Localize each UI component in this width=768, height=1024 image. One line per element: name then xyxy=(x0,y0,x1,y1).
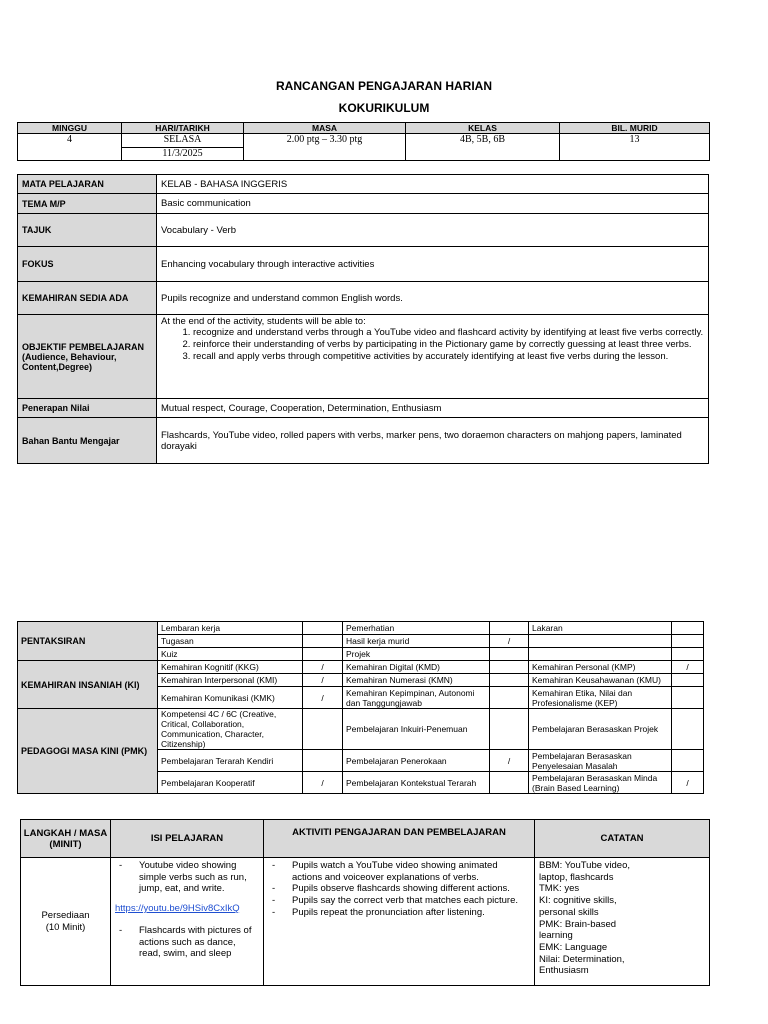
mata-pelajaran-value: KELAB - BAHASA INGGERIS xyxy=(157,175,709,194)
tema-label: TEMA M/P xyxy=(18,194,157,214)
bahan-label: Bahan Bantu Mengajar xyxy=(18,418,157,464)
assess-item: Projek xyxy=(343,648,490,661)
step-name: Persediaan xyxy=(41,909,90,921)
col-aktiviti: AKTIVITI PENGAJARAN DAN PEMBELAJARAN xyxy=(264,820,535,858)
pmk-check xyxy=(672,750,704,772)
assess-item xyxy=(529,648,672,661)
kemahiran-sedia-ada-label: KEMAHIRAN SEDIA ADA xyxy=(18,282,157,315)
assess-item: Lembaran kerja xyxy=(158,622,303,635)
col-minggu: MINGGU xyxy=(18,123,122,134)
aktiviti-item: - Pupils say the correct verb that matches each picture. xyxy=(268,895,530,907)
tarikh-value: 11/3/2025 xyxy=(122,147,244,161)
aktiviti-item: - Pupils repeat the pronunciation after listening. xyxy=(268,907,530,919)
pmk-item: Kompetensi 4C / 6C (Creative, Critical, Collaboration, Communication, Character, Citizenship) xyxy=(158,709,303,750)
pmk-item: Pembelajaran Penerokaan xyxy=(343,750,490,772)
assess-check xyxy=(490,622,529,635)
pmk-item: Pembelajaran Berasaskan Minda (Brain Based Learning) xyxy=(529,772,672,794)
ki-check: / xyxy=(303,661,343,674)
aktiviti-cell xyxy=(264,858,535,986)
fokus-label: FOKUS xyxy=(18,247,157,282)
fokus-value: Enhancing vocabulary through interactive activities xyxy=(157,247,709,282)
objektif-label xyxy=(18,315,157,399)
assess-check xyxy=(672,635,704,648)
lesson-activity-table xyxy=(20,819,710,986)
pmk-item: Pembelajaran Berasaskan Penyelesaian Masalah xyxy=(529,750,672,772)
pmk-item: Pembelajaran Kontekstual Terarah xyxy=(343,772,490,794)
ki-item: Kemahiran Interpersonal (KMI) xyxy=(158,674,303,687)
assess-item xyxy=(529,635,672,648)
ki-check xyxy=(490,687,529,709)
col-catatan: CATATAN xyxy=(535,820,710,858)
page-subtitle: KOKURIKULUM xyxy=(338,101,430,115)
col-langkah: LANGKAH / MASA (MINIT) xyxy=(21,820,111,858)
ki-item: Kemahiran Etika, Nilai dan Profesionalisme (KEP) xyxy=(529,687,672,709)
assess-check: / xyxy=(490,635,529,648)
step-time: (10 Minit) xyxy=(45,921,86,933)
isi-list xyxy=(115,860,259,895)
bil-murid-value: 13 xyxy=(560,134,710,161)
objektif-list xyxy=(161,327,704,363)
ki-item: Kemahiran Keusahawanan (KMU) xyxy=(529,674,672,687)
assess-check xyxy=(490,648,529,661)
pmk-check xyxy=(303,750,343,772)
isi-item: - Youtube video showing simple verbs such as run, jump, eat, and write. xyxy=(115,860,259,895)
ki-item: Kemahiran Kognitif (KKG) xyxy=(158,661,303,674)
aktiviti-list xyxy=(268,860,530,919)
objektif-value xyxy=(157,315,709,399)
step-cell xyxy=(21,858,111,986)
nilai-value: Mutual respect, Courage, Cooperation, Determination, Enthusiasm xyxy=(157,399,709,418)
ki-check xyxy=(490,674,529,687)
assess-item: Lakaran xyxy=(529,622,672,635)
info-table xyxy=(17,122,710,161)
ki-item: Kemahiran Komunikasi (KMK) xyxy=(158,687,303,709)
assess-item: Pemerhatian xyxy=(343,622,490,635)
nilai-label: Penerapan Nilai xyxy=(18,399,157,418)
kelas-value: 4B, 5B, 6B xyxy=(406,134,560,161)
ki-check xyxy=(672,687,704,709)
pmk-item: Pembelajaran Inkuiri-Penemuan xyxy=(343,709,490,750)
catatan-line: BBM: YouTube video, laptop, flashcards xyxy=(539,860,631,883)
tajuk-label: TAJUK xyxy=(18,214,157,247)
lesson-detail-table xyxy=(17,174,709,464)
pmk-check: / xyxy=(303,772,343,794)
masa-value: 2.00 ptg – 3.30 ptg xyxy=(244,134,406,161)
objektif-item: 1. recognize and understand verbs through a YouTube video and flashcard activity by identifying at least five verbs correctly. xyxy=(193,327,704,339)
assess-check xyxy=(303,622,343,635)
page-title: RANCANGAN PENGAJARAN HARIAN xyxy=(275,79,492,93)
pmk-check xyxy=(490,709,529,750)
hari-value: SELASA xyxy=(122,134,244,148)
pmk-item: Pembelajaran Terarah Kendiri xyxy=(158,750,303,772)
bahan-value: Flashcards, YouTube video, rolled papers with verbs, marker pens, two doraemon characters on mahjong papers, laminated dorayaki xyxy=(157,418,709,464)
assess-check xyxy=(672,622,704,635)
objektif-item: 2. reinforce their understanding of verbs by participating in the Pictionary game by correctly guessing at least three verbs. xyxy=(193,339,704,351)
assess-check xyxy=(303,648,343,661)
objektif-sublabel: (Audience, Behaviour, Content,Degree) xyxy=(22,351,117,372)
ki-check: / xyxy=(672,661,704,674)
ki-check: / xyxy=(303,674,343,687)
col-bil-murid: BIL. MURID xyxy=(560,123,710,134)
tajuk-value: Vocabulary - Verb xyxy=(157,214,709,247)
catatan-line: TMK: yes xyxy=(539,883,580,895)
isi-item: - Flashcards with pictures of actions such as dance, read, swim, and sleep xyxy=(115,925,259,960)
ki-item: Kemahiran Kepimpinan, Autonomi dan Tanggungjawab xyxy=(343,687,490,709)
catatan-line: PMK: Brain-based learning xyxy=(539,918,617,942)
aktiviti-item: - Pupils observe flashcards showing different actions. xyxy=(268,883,530,895)
youtube-link[interactable]: https://youtu.be/9HSiv8CxIkQ xyxy=(115,903,240,915)
catatan-cell xyxy=(535,858,710,986)
ki-item: Kemahiran Personal (KMP) xyxy=(529,661,672,674)
col-masa: MASA xyxy=(244,123,406,134)
ki-check xyxy=(672,674,704,687)
col-isi-pelajaran: ISI PELAJARAN xyxy=(111,820,264,858)
catatan-line: KI: cognitive skills, personal skills xyxy=(539,895,617,918)
isi-list xyxy=(115,925,259,960)
pedagogi-label: PEDAGOGI MASA KINI (PMK) xyxy=(18,709,158,794)
assess-item: Tugasan xyxy=(158,635,303,648)
kemahiran-insaniah-label: KEMAHIRAN INSANIAH (KI) xyxy=(18,661,158,709)
minggu-value: 4 xyxy=(18,134,122,161)
pmk-check xyxy=(490,772,529,794)
objektif-title: OBJEKTIF PEMBELAJARAN xyxy=(22,341,145,352)
pmk-check: / xyxy=(490,750,529,772)
ki-item: Kemahiran Digital (KMD) xyxy=(343,661,490,674)
tema-value: Basic communication xyxy=(157,194,709,214)
pmk-check xyxy=(672,709,704,750)
pmk-item: Pembelajaran Kooperatif xyxy=(158,772,303,794)
pmk-check xyxy=(303,709,343,750)
objektif-item: 3. recall and apply verbs through competitive activities by accurately identifying at least five verbs during the lesson. xyxy=(193,351,704,363)
assess-check xyxy=(672,648,704,661)
pmk-check: / xyxy=(672,772,704,794)
isi-cell xyxy=(111,858,264,986)
assess-item: Hasil kerja murid xyxy=(343,635,490,648)
mata-pelajaran-label: MATA PELAJARAN xyxy=(18,175,157,194)
assess-item: Kuiz xyxy=(158,648,303,661)
catatan-line: Nilai: Determination, Enthusiasm xyxy=(539,953,625,977)
pmk-item: Pembelajaran Berasaskan Projek xyxy=(529,709,672,750)
ki-item: Kemahiran Numerasi (KMN) xyxy=(343,674,490,687)
col-kelas: KELAS xyxy=(406,123,560,134)
ki-check xyxy=(490,661,529,674)
aktiviti-item: - Pupils watch a YouTube video showing animated actions and voiceover explanations of verbs. xyxy=(268,860,530,883)
pentaksiran-label: PENTAKSIRAN xyxy=(18,622,158,661)
col-hari-tarikh: HARI/TARIKH xyxy=(122,123,244,134)
ki-check: / xyxy=(303,687,343,709)
objektif-intro: At the end of the activity, students will be able to: xyxy=(161,316,366,327)
assessment-table xyxy=(17,621,704,794)
catatan-line: EMK: Language xyxy=(539,941,608,953)
assess-check xyxy=(303,635,343,648)
kemahiran-sedia-ada-value: Pupils recognize and understand common English words. xyxy=(157,282,709,315)
